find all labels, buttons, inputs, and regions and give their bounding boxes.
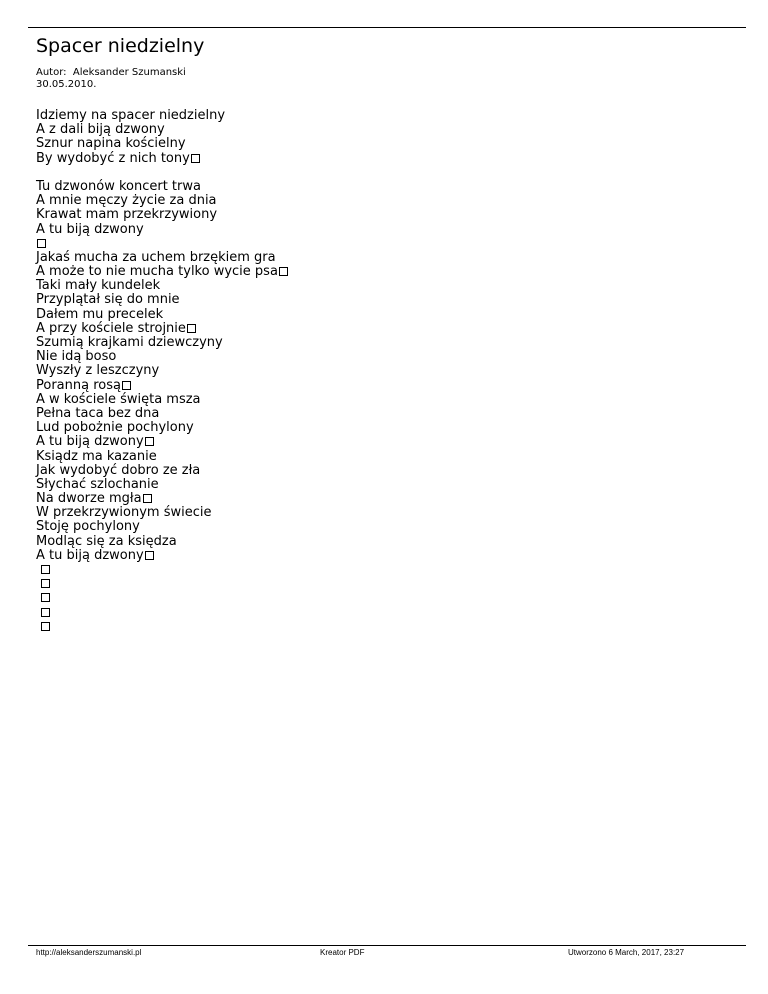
document-title: Spacer niedzielny xyxy=(36,35,205,57)
missing-glyph-box-icon xyxy=(37,239,46,248)
poem-line-text: Jakaś mucha za uchem brzękiem gra xyxy=(36,249,276,265)
missing-glyph-box-icon xyxy=(41,593,50,602)
poem-line xyxy=(36,606,288,620)
poem-body xyxy=(36,109,288,634)
poem-line xyxy=(36,577,288,591)
poem-line xyxy=(36,549,288,563)
poem-line-text: Modląc się za księdza xyxy=(36,533,177,549)
missing-glyph-box-icon xyxy=(145,551,154,560)
poem-line-text: Stoję pochylony xyxy=(36,519,140,535)
missing-glyph-box-icon xyxy=(143,494,152,503)
poem-line-text: Dałem mu precelek xyxy=(36,306,164,322)
poem-line xyxy=(36,435,288,449)
poem-line-text: Pełna taca bez dna xyxy=(36,405,160,421)
date-line: 30.05.2010. xyxy=(36,79,97,90)
poem-line xyxy=(36,478,288,492)
poem-line-text: Sznur napina kościelny xyxy=(36,136,186,152)
poem-line xyxy=(36,407,288,421)
poem-line xyxy=(36,336,288,350)
poem-line xyxy=(36,563,288,577)
poem-line-text: A tu biją dzwony xyxy=(36,434,144,450)
poem-line-text: Nie idą boso xyxy=(36,349,117,365)
poem-line xyxy=(36,265,288,279)
poem-line xyxy=(36,308,288,322)
poem-line-text: Idziemy na spacer niedzielny xyxy=(36,108,226,123)
poem-line-text: A tu biją dzwony xyxy=(36,547,144,563)
poem-line-text: A może to nie mucha tylko wycie psa xyxy=(36,264,278,280)
missing-glyph-box-icon xyxy=(41,579,50,588)
poem-line-text: Lud pobożnie pochylony xyxy=(36,420,194,436)
footer-created: Utworzono 6 March, 2017, 23:27 xyxy=(568,948,685,957)
poem-line-text: Taki mały kundelek xyxy=(36,278,161,294)
missing-glyph-box-icon xyxy=(122,381,131,390)
poem-line-text: A w kościele święta msza xyxy=(36,391,201,407)
poem-line-text: A z dali biją dzwony xyxy=(36,122,165,138)
poem-line xyxy=(36,223,288,237)
poem-line-text: Wyszły z leszczyny xyxy=(36,363,160,379)
poem-line xyxy=(36,152,288,166)
poem-line-text xyxy=(36,590,40,605)
document-meta xyxy=(36,67,186,91)
poem-line xyxy=(36,535,288,549)
poem-line-text: Poranną rosą xyxy=(36,377,121,393)
poem-line-text: Ksiądz ma kazanie xyxy=(36,448,157,464)
missing-glyph-box-icon xyxy=(191,154,200,163)
poem-line-text: Szumią krajkami dziewczyny xyxy=(36,335,223,350)
footer-generator: Kreator PDF xyxy=(320,948,365,957)
poem-line-text: Słychać szlochanie xyxy=(36,476,159,492)
poem-line xyxy=(36,393,288,407)
poem-line xyxy=(36,506,288,520)
poem-line xyxy=(36,293,288,307)
poem-line xyxy=(36,251,288,265)
poem-line xyxy=(36,279,288,293)
top-divider xyxy=(28,27,746,28)
poem-line-text: Tu dzwonów koncert trwa xyxy=(36,178,201,194)
poem-line xyxy=(36,194,288,208)
poem-line-text: W przekrzywionym świecie xyxy=(36,505,212,521)
stanza-gap xyxy=(36,166,288,180)
poem-line xyxy=(36,180,288,194)
poem-line-text xyxy=(36,576,40,591)
missing-glyph-box-icon xyxy=(187,324,196,333)
missing-glyph-box-icon xyxy=(145,437,154,446)
poem-line xyxy=(36,464,288,478)
poem-line xyxy=(36,379,288,393)
poem-line-text: Na dworze mgła xyxy=(36,491,142,507)
footer-url[interactable]: http://aleksanderszumanski.pl xyxy=(36,948,142,957)
poem-line xyxy=(36,520,288,534)
poem-line xyxy=(36,109,288,123)
poem-line xyxy=(36,492,288,506)
bottom-divider xyxy=(28,945,746,946)
poem-line xyxy=(36,237,288,251)
poem-line xyxy=(36,364,288,378)
missing-glyph-box-icon xyxy=(41,565,50,574)
missing-glyph-box-icon xyxy=(279,267,288,276)
poem-line-text: Jak wydobyć dobro ze zła xyxy=(36,462,201,478)
poem-line-text: A przy kościele strojnie xyxy=(36,320,186,336)
poem-line-text: A tu biją dzwony xyxy=(36,221,144,237)
missing-glyph-box-icon xyxy=(41,608,50,617)
poem-line-text xyxy=(36,605,40,620)
poem-line xyxy=(36,620,288,634)
poem-line-text: A mnie męczy życie za dnia xyxy=(36,193,217,209)
author-line: Autor: Aleksander Szumanski xyxy=(36,67,186,78)
poem-line-text xyxy=(36,562,40,577)
poem-line xyxy=(36,350,288,364)
poem-line xyxy=(36,591,288,605)
poem-line xyxy=(36,450,288,464)
poem-line xyxy=(36,421,288,435)
poem-line-text xyxy=(36,619,40,634)
poem-line xyxy=(36,137,288,151)
poem-line-text: By wydobyć z nich tony xyxy=(36,150,190,166)
poem-line-text: Krawat mam przekrzywiony xyxy=(36,207,218,223)
poem-line xyxy=(36,123,288,137)
poem-line-text: Przyplątał się do mnie xyxy=(36,292,180,308)
poem-line xyxy=(36,322,288,336)
missing-glyph-box-icon xyxy=(41,622,50,631)
poem-line xyxy=(36,208,288,222)
